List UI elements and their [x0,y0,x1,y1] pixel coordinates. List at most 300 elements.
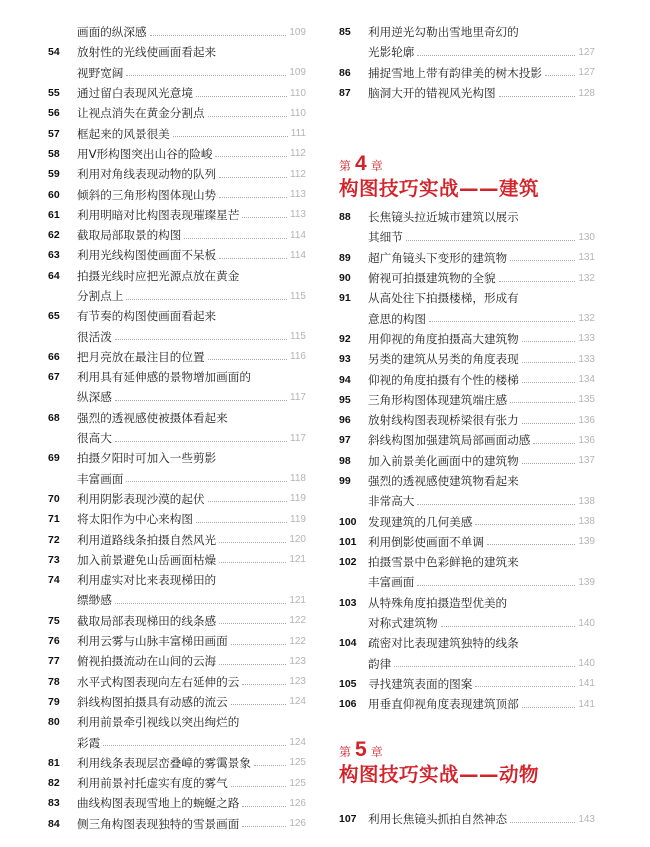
toc-entry [339,329,595,349]
page-number: 138 [578,495,595,507]
chapter-suffix: 章 [370,745,383,759]
dot-leader [115,400,287,401]
toc-entry-line [339,613,595,633]
entry-title: 拍摄光线时应把光源点放在黄金 [77,268,240,283]
dot-leader [196,522,287,523]
toc-entry-line [48,245,306,265]
entry-title: 利用光线构图使画面不呆板 [77,248,217,263]
entry-title: 加入前景美化画面中的建筑物 [368,453,519,468]
toc-list [339,809,595,829]
entry-number: 64 [48,269,60,282]
dot-leader [417,504,575,505]
toc-entry-line [48,651,306,671]
page-number: 136 [578,414,595,426]
dot-leader [242,217,287,218]
toc-entry-line [339,451,595,471]
entry-number: 88 [339,211,351,224]
toc-entry-line [48,387,306,407]
entry-title: 其细节 [368,230,403,245]
toc-entry-line [48,205,306,225]
entry-title: 曲线构图表现雪地上的蜿蜒之路 [77,796,240,811]
toc-entry-line [339,674,595,694]
page-number: 141 [578,678,595,690]
toc-entry [48,509,306,529]
chapter-number: 5 [355,738,367,761]
dot-leader [417,585,575,586]
toc-entry [339,268,595,288]
chapter-title: 构图技巧实战——动物 [339,763,540,786]
dot-leader [475,686,575,687]
page-number: 124 [289,737,306,749]
entry-title: 非常高大 [368,494,415,509]
entry-title: 用垂直仰视角度表现建筑顶部 [368,697,519,712]
page-number: 125 [289,757,306,769]
toc-entry [48,367,306,408]
toc-entry [48,448,306,489]
toc-entry [339,369,595,389]
toc-entry [48,712,306,753]
dot-leader [219,542,286,543]
chapter-label [339,738,539,760]
page-number: 119 [290,493,306,505]
toc-entry-line [339,511,595,531]
entry-title: 放射性的光线使画面看起来 [77,45,217,60]
entry-number: 62 [48,229,60,242]
entry-number: 61 [48,208,60,221]
toc-entry-line [48,326,306,346]
toc-entry-line [339,288,595,308]
entry-title: 捕捉雪地上带有韵律美的树木投影 [368,65,542,80]
dot-leader [215,156,287,157]
page-number: 128 [578,87,595,99]
entry-title: 利用长焦镜头抓拍自然神态 [368,812,508,827]
entry-title: 利用前景衬托虚实有度的雾气 [77,776,228,791]
toc-entry [48,692,306,712]
toc-entry-line [48,550,306,570]
toc-entry-line [48,590,306,610]
page-number: 126 [289,818,306,830]
entry-title: 分割点上 [77,289,124,303]
toc-entry-line [48,22,306,42]
dot-leader [522,362,576,363]
toc-entry [48,42,306,83]
entry-title: 框起来的风景很美 [77,126,170,141]
entry-title: 从特殊角度拍摄造型优美的 [368,595,508,610]
toc-entry-line [48,712,306,732]
toc-entry [48,164,306,184]
page-number: 137 [578,455,595,467]
entry-number: 69 [48,452,60,465]
toc-entry [48,225,306,245]
entry-title: 超广角镜头下变形的建筑物 [368,250,508,265]
entry-title: 拍摄夕阳时可加入一些剪影 [77,451,217,466]
entry-number: 59 [48,168,60,181]
dot-leader [522,423,576,424]
entry-title: 利用虚实对比来表现梯田的 [77,573,217,588]
entry-title: 放射线构图表现桥梁很有张力 [368,413,519,428]
toc-entry [339,451,595,471]
entry-title: 另类的建筑从另类的角度表现 [368,352,519,367]
dot-leader [499,281,576,282]
page-number: 136 [578,434,595,446]
page-number: 109 [289,67,306,79]
page-number: 140 [578,658,595,670]
toc-entry [339,83,595,103]
toc-entry [339,593,595,634]
page-number: 121 [289,594,306,606]
toc-entry-line [48,631,306,651]
entry-title: 利用云雾与山脉丰富梯田画面 [77,634,228,649]
toc-entry [339,471,595,512]
entry-title: 疏密对比表现建筑独特的线条 [368,636,519,651]
toc-entry-line [339,248,595,268]
dot-leader [522,382,576,383]
toc-entry [339,248,595,268]
page-number: 143 [578,813,595,825]
page-number: 126 [289,797,306,809]
entry-title: 有节奏的构图使画面看起来 [77,309,217,324]
entry-number: 57 [48,127,60,140]
entry-number: 98 [339,454,351,467]
entry-number: 58 [48,147,60,160]
page-number: 139 [578,576,595,588]
toc-entry [48,103,306,123]
entry-number: 65 [48,310,60,323]
dot-leader [126,75,286,76]
toc-list [339,207,595,714]
entry-title: 截取局部取景的构图 [77,228,182,243]
entry-title: 缥缈感 [77,593,112,608]
toc-entry-line [48,793,306,813]
toc-entry-line [48,509,306,529]
page-number: 123 [289,676,306,688]
dot-leader [522,707,576,708]
toc-entry [48,245,306,265]
page-number: 141 [578,698,595,710]
entry-number: 105 [339,677,357,690]
toc-entry [48,793,306,813]
entry-number: 67 [48,371,60,384]
entry-title: 脑洞大开的错视风光构图 [368,86,496,101]
toc-entry-line [48,408,306,428]
entry-title: 让视点消失在黄金分割点 [77,106,205,121]
toc-entry-line [339,390,595,410]
entry-number: 79 [48,695,60,708]
entry-number: 87 [339,87,351,100]
page-number: 133 [578,353,595,365]
page-number: 122 [289,615,306,627]
entry-title: 强烈的透视感使被摄体看起来 [77,410,228,425]
toc-entry [339,430,595,450]
entry-title: 很活泼 [77,329,112,344]
page-number: 112 [290,148,306,160]
entry-title: 长焦镜头拉近城市建筑以展示 [368,210,519,225]
entry-number: 82 [48,777,60,790]
toc-entry-line [48,489,306,509]
toc-entry-line [48,103,306,123]
page-number: 113 [290,189,306,201]
toc-entry-line [339,572,595,592]
dot-leader [429,321,575,322]
toc-entry-line [339,410,595,430]
entry-title: 俯视拍摄流动在山间的云海 [77,654,217,669]
page-number: 134 [578,374,595,386]
entry-title: 用仰视的角度拍摄高大建筑物 [368,331,519,346]
page-number: 114 [290,249,306,261]
entry-title: 俯视可拍摄建筑物的全貌 [368,271,496,286]
toc-entry [48,611,306,631]
entry-number: 73 [48,553,60,566]
toc-entry [48,631,306,651]
entry-number: 60 [48,188,60,201]
dot-leader [219,197,287,198]
entry-title: 把月亮放在最注目的位置 [77,349,205,364]
toc-entry-line [48,570,306,590]
entry-number: 102 [339,556,357,569]
dot-leader [219,562,286,563]
page-number: 139 [578,536,595,548]
toc-entry-line [48,306,306,326]
dot-leader [406,240,576,241]
entry-number: 85 [339,26,351,39]
toc-entry [339,349,595,369]
toc-entry-line [339,654,595,674]
toc-entry-line [339,633,595,653]
dot-leader [219,177,287,178]
entry-number: 91 [339,292,351,305]
toc-entry [339,63,595,83]
toc-entry [48,651,306,671]
entry-title: 利用线条表现层峦叠嶂的雾霭景象 [77,755,251,770]
dot-leader [219,258,287,259]
entry-number: 100 [339,515,357,528]
toc-entry-line [339,349,595,369]
entry-number: 55 [48,87,60,100]
entry-number: 92 [339,332,351,345]
entry-title: 丰富画面 [77,471,124,486]
entry-title: 仰视的角度拍摄有个性的楼梯 [368,372,519,387]
dot-leader [115,603,287,604]
entry-title: 利用前景牵引视线以突出绚烂的 [77,715,240,730]
dot-leader [126,481,287,482]
dot-leader [219,623,286,624]
entry-title: 侧三角构图表现独特的雪景画面 [77,816,240,831]
toc-entry-line [48,611,306,631]
entry-title: 斜线构图拍摄具有动感的流云 [77,694,228,709]
toc-entry [48,123,306,143]
entry-title: 视野宽阔 [77,65,124,80]
entry-number: 96 [339,414,351,427]
page-number: 117 [290,432,306,444]
toc-entry [339,633,595,674]
dot-leader [417,55,575,56]
dot-leader [115,339,287,340]
toc-entry-line [48,83,306,103]
dot-leader [510,822,575,823]
entry-number: 54 [48,46,60,59]
toc-entry-line [48,692,306,712]
page-number: 110 [290,87,306,99]
toc-entry-line [339,430,595,450]
toc-entry-line [339,471,595,491]
toc-entry-line [48,225,306,245]
toc-entry-line [48,286,306,306]
toc-entry-line [48,144,306,164]
entry-title: 利用阴影表现沙漠的起伏 [77,491,205,506]
toc-entry [339,532,595,552]
entry-number: 66 [48,350,60,363]
entry-title: 截取局部表现梯田的线条感 [77,613,217,628]
dot-leader [196,96,287,97]
chapter-label [339,152,539,174]
dot-leader [231,644,287,645]
chapter-suffix: 章 [370,159,383,173]
entry-number: 68 [48,411,60,424]
toc-entry-line [339,329,595,349]
toc-entry [339,207,595,248]
dot-leader [254,765,286,766]
entry-title: 拍摄雪景中色彩鲜艳的建筑来 [368,555,519,570]
page-number: 118 [290,473,306,485]
page-number: 111 [290,128,306,140]
toc-entry [339,22,595,63]
toc-entry-line [48,42,306,62]
page-number: 125 [289,777,306,789]
chapter-number: 4 [355,152,367,175]
entry-title: 对称式建筑物 [368,616,438,631]
toc-entry [48,306,306,347]
chapter-prefix: 第 [339,745,352,759]
dot-leader [242,806,286,807]
entry-title: 很高大 [77,431,112,446]
toc-entry-line [48,428,306,448]
page-number: 127 [578,67,595,79]
page-number: 120 [289,534,306,546]
dot-leader [499,96,576,97]
toc-entry [339,390,595,410]
toc-entry [339,809,595,829]
toc-entry [48,753,306,773]
entry-title: 将太阳作为中心来构图 [77,512,193,527]
page-number: 132 [578,313,595,325]
page-number: 133 [578,333,595,345]
entry-title: 利用明暗对比构图表现璀璨星芒 [77,207,240,222]
toc-entry-line [48,123,306,143]
toc-entry [339,288,595,329]
chapter-4-heading [339,152,539,204]
dot-leader [208,501,288,502]
toc-entry-line [339,552,595,572]
entry-number: 75 [48,614,60,627]
entry-number: 84 [48,817,60,830]
page-number: 109 [289,26,306,38]
entry-title: 三角形构图体现建筑端庄感 [368,392,508,407]
toc-entry [48,205,306,225]
entry-number: 70 [48,492,60,505]
toc-entry-line [48,164,306,184]
page-number: 123 [289,655,306,667]
page-number: 115 [290,331,306,343]
entry-number: 93 [339,353,351,366]
entry-number: 103 [339,596,357,609]
dot-leader [184,238,287,239]
toc-entry-line [48,367,306,387]
entry-number: 56 [48,107,60,120]
toc-entry-line [339,83,595,103]
dot-leader [522,341,576,342]
toc-entry [48,144,306,164]
toc-entry-line [339,227,595,247]
entry-number: 89 [339,251,351,264]
toc-entry [339,410,595,430]
toc-entry-line [48,672,306,692]
toc-entry [48,570,306,611]
entry-number: 63 [48,249,60,262]
entry-title: 水平式构图表现向左右延伸的云 [77,674,240,689]
toc-entry-line [48,529,306,549]
entry-title: 发现建筑的几何美感 [368,514,473,529]
page-number: 135 [578,394,595,406]
toc-entry-line [48,773,306,793]
entry-title: 利用对角线表现动物的队列 [77,167,217,182]
entry-title: 光影轮廓 [368,45,415,60]
toc-entry [48,266,306,307]
entry-number: 72 [48,533,60,546]
page-number: 130 [578,231,595,243]
toc-entry [48,83,306,103]
chapter-title: 构图技巧实战——建筑 [339,177,540,200]
entry-title: 倾斜的三角形构图体现山势 [77,187,217,202]
dot-leader [475,524,575,525]
toc-entry-line [48,814,306,834]
page-number: 116 [290,351,306,363]
dot-leader [441,626,576,627]
entry-number: 80 [48,716,60,729]
toc-entry-line [48,184,306,204]
toc-entry-line [48,753,306,773]
toc-entry [339,552,595,593]
entry-number: 101 [339,535,357,548]
toc-entry-line [48,266,306,286]
entry-number: 83 [48,797,60,810]
entry-title: 利用倒影使画面不单调 [368,534,484,549]
toc-entry [48,22,306,42]
page-number: 132 [578,272,595,284]
entry-number: 106 [339,698,357,711]
entry-number: 86 [339,66,351,79]
page-number: 140 [578,617,595,629]
page-number: 110 [290,107,306,119]
dot-leader [115,441,287,442]
dot-leader [219,664,286,665]
page-number: 122 [289,635,306,647]
entry-title: 丰富画面 [368,575,415,590]
page-number: 131 [578,252,595,264]
entry-title: 彩霞 [77,735,101,750]
page-number: 124 [289,696,306,708]
entry-number: 78 [48,675,60,688]
entry-title: 斜线构图加强建筑局部画面动感 [368,433,531,448]
page-number: 121 [289,554,306,566]
entry-number: 94 [339,373,351,386]
dot-leader [242,826,286,827]
page-number: 117 [290,391,306,403]
toc-entry [48,529,306,549]
toc-entry-line [48,732,306,752]
entry-title: 加入前景避免山岳画面枯燥 [77,552,217,567]
entry-title: 强烈的透视感使建筑物看起来 [368,474,519,488]
dot-leader [208,116,288,117]
